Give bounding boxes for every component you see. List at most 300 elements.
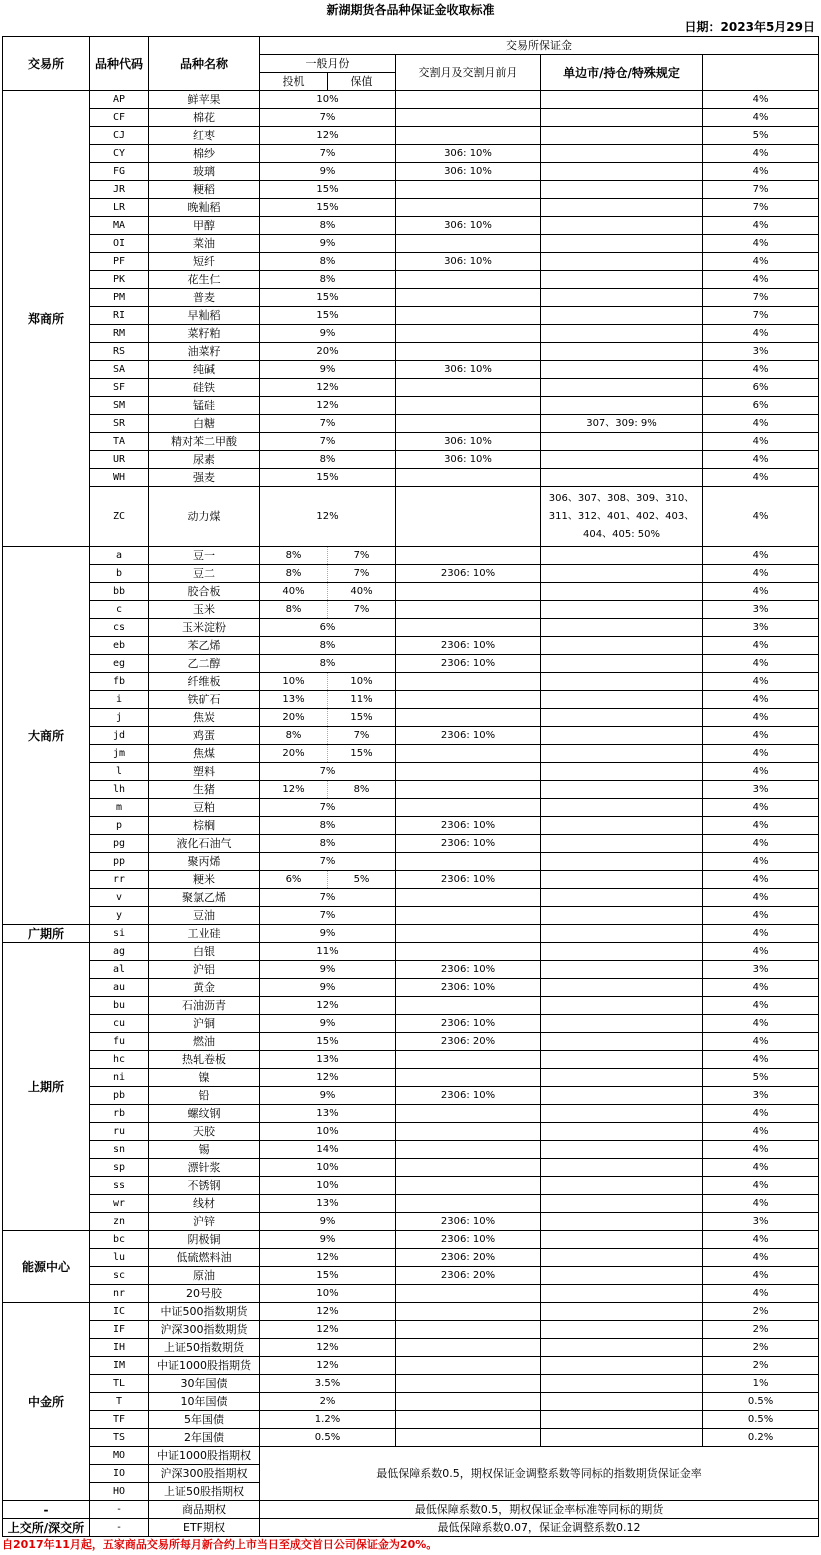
special-cell	[541, 1051, 703, 1069]
code-cell: jd	[90, 727, 149, 745]
name-cell: 粳米	[149, 871, 260, 889]
name-cell: 动力煤	[149, 487, 260, 547]
delivery-cell	[396, 619, 541, 637]
code-cell: RS	[90, 343, 149, 361]
name-cell: 焦炭	[149, 709, 260, 727]
general-margin-cell: 7%	[260, 109, 396, 127]
code-cell: bu	[90, 997, 149, 1015]
general-margin-cell: 10%	[260, 91, 396, 109]
special-cell	[541, 325, 703, 343]
name-cell: 商品期权	[149, 1501, 260, 1519]
invest-cell: 20%	[260, 745, 328, 763]
table-row	[3, 1177, 819, 1195]
table-row	[3, 997, 819, 1015]
general-margin-cell: 15%	[260, 181, 396, 199]
table-row	[3, 91, 819, 109]
delivery-cell	[396, 289, 541, 307]
delivery-cell	[396, 673, 541, 691]
table-row	[3, 253, 819, 271]
exchange-cell: 上交所/深交所	[3, 1519, 90, 1537]
general-margin-cell: 10%	[260, 1123, 396, 1141]
invest-cell: 10%	[260, 673, 328, 691]
company-add-cell: 4%	[703, 799, 819, 817]
general-margin-cell: 0.5%	[260, 1429, 396, 1447]
general-margin-cell: 7%	[260, 799, 396, 817]
code-cell: LR	[90, 199, 149, 217]
table-row	[3, 655, 819, 673]
hedge-cell: 15%	[328, 745, 396, 763]
special-cell	[541, 1321, 703, 1339]
company-add-cell: 3%	[703, 961, 819, 979]
special-cell	[541, 853, 703, 871]
name-cell: 苯乙烯	[149, 637, 260, 655]
general-margin-cell: 14%	[260, 1141, 396, 1159]
name-cell: 晚籼稻	[149, 199, 260, 217]
company-add-cell: 4%	[703, 655, 819, 673]
table-row	[3, 727, 819, 745]
company-add-cell: 6%	[703, 397, 819, 415]
delivery-cell	[396, 907, 541, 925]
delivery-cell	[396, 109, 541, 127]
table-row	[3, 343, 819, 361]
code-cell: TF	[90, 1411, 149, 1429]
company-add-cell: 0.2%	[703, 1429, 819, 1447]
company-add-cell: 5%	[703, 127, 819, 145]
general-margin-cell: 13%	[260, 1195, 396, 1213]
table-row	[3, 781, 819, 799]
table-row	[3, 709, 819, 727]
company-add-cell: 4%	[703, 547, 819, 565]
company-add-cell: 4%	[703, 925, 819, 943]
table-row	[3, 127, 819, 145]
company-add-cell: 3%	[703, 619, 819, 637]
exchange-cell: 大商所	[3, 547, 90, 925]
footer-note: 自2017年11月起，五家商品交易所每月新合约上市当日至成交首日公司保证金为20%。	[2, 1538, 438, 1551]
invest-cell: 8%	[260, 565, 328, 583]
special-cell	[541, 109, 703, 127]
hedge-cell: 15%	[328, 709, 396, 727]
special-cell	[541, 433, 703, 451]
code-cell: nr	[90, 1285, 149, 1303]
delivery-cell	[396, 199, 541, 217]
general-margin-cell: 9%	[260, 163, 396, 181]
general-margin-cell: 6%	[260, 619, 396, 637]
code-cell: RI	[90, 307, 149, 325]
company-add-cell: 4%	[703, 109, 819, 127]
delivery-cell	[396, 709, 541, 727]
special-cell	[541, 1177, 703, 1195]
general-margin-cell: 10%	[260, 1177, 396, 1195]
delivery-cell: 2306: 10%	[396, 871, 541, 889]
table-row	[3, 1285, 819, 1303]
code-cell: rr	[90, 871, 149, 889]
invest-cell: 12%	[260, 781, 328, 799]
special-cell	[541, 91, 703, 109]
name-cell: 10年国债	[149, 1393, 260, 1411]
table-row	[3, 547, 819, 565]
company-add-cell: 2%	[703, 1357, 819, 1375]
commodity-options-note: 最低保障系数0.5，期权保证金率标准等同标的期货	[260, 1501, 819, 1519]
company-add-cell: 3%	[703, 781, 819, 799]
hedge-cell: 5%	[328, 871, 396, 889]
code-cell: zn	[90, 1213, 149, 1231]
code-cell: c	[90, 601, 149, 619]
code-cell: TS	[90, 1429, 149, 1447]
name-cell: 红枣	[149, 127, 260, 145]
delivery-cell	[396, 235, 541, 253]
header-delivery-month: 交割月及交割月前月	[396, 55, 541, 91]
code-cell: ru	[90, 1123, 149, 1141]
hedge-cell: 7%	[328, 547, 396, 565]
special-cell	[541, 763, 703, 781]
code-cell: v	[90, 889, 149, 907]
delivery-cell	[396, 997, 541, 1015]
name-cell: 玉米淀粉	[149, 619, 260, 637]
company-add-cell: 4%	[703, 1285, 819, 1303]
table-row	[3, 961, 819, 979]
company-add-cell: 6%	[703, 379, 819, 397]
special-cell	[541, 199, 703, 217]
general-margin-cell: 15%	[260, 289, 396, 307]
special-cell	[541, 1069, 703, 1087]
general-margin-cell: 8%	[260, 835, 396, 853]
delivery-cell	[396, 127, 541, 145]
header-name: 品种名称	[149, 37, 260, 91]
special-cell	[541, 181, 703, 199]
company-add-cell: 2%	[703, 1303, 819, 1321]
company-add-cell: 4%	[703, 253, 819, 271]
delivery-cell	[396, 415, 541, 433]
code-cell: IO	[90, 1465, 149, 1483]
name-cell: 石油沥青	[149, 997, 260, 1015]
table-row	[3, 1105, 819, 1123]
table-row	[3, 691, 819, 709]
code-cell: IC	[90, 1303, 149, 1321]
name-cell: 白糖	[149, 415, 260, 433]
code-cell: ag	[90, 943, 149, 961]
company-add-cell: 4%	[703, 583, 819, 601]
table-row	[3, 637, 819, 655]
special-cell	[541, 835, 703, 853]
company-add-cell: 3%	[703, 601, 819, 619]
company-add-cell: 3%	[703, 343, 819, 361]
special-cell	[541, 601, 703, 619]
code-cell: IF	[90, 1321, 149, 1339]
code-cell: MA	[90, 217, 149, 235]
invest-cell: 13%	[260, 691, 328, 709]
name-cell: 鸡蛋	[149, 727, 260, 745]
code-cell: cu	[90, 1015, 149, 1033]
company-add-cell: 4%	[703, 1231, 819, 1249]
special-cell	[541, 1267, 703, 1285]
company-add-cell: 4%	[703, 637, 819, 655]
name-cell: 上证50股指期权	[149, 1483, 260, 1501]
code-cell: PF	[90, 253, 149, 271]
delivery-cell: 306: 10%	[396, 217, 541, 235]
delivery-cell	[396, 601, 541, 619]
name-cell: 豆二	[149, 565, 260, 583]
delivery-cell: 2306: 20%	[396, 1033, 541, 1051]
company-add-cell: 4%	[703, 217, 819, 235]
special-cell	[541, 127, 703, 145]
special-cell	[541, 469, 703, 487]
etf-options-note: 最低保障系数0.07，保证金调整系数0.12	[260, 1519, 819, 1537]
code-cell: lu	[90, 1249, 149, 1267]
company-add-cell: 4%	[703, 745, 819, 763]
special-cell	[541, 871, 703, 889]
delivery-cell	[396, 271, 541, 289]
hedge-cell: 8%	[328, 781, 396, 799]
table-row	[3, 979, 819, 997]
special-cell	[541, 655, 703, 673]
delivery-cell	[396, 1177, 541, 1195]
table-row	[3, 1339, 819, 1357]
table-row	[3, 673, 819, 691]
company-add-cell: 4%	[703, 1249, 819, 1267]
delivery-cell	[396, 469, 541, 487]
name-cell: 花生仁	[149, 271, 260, 289]
company-add-cell: 5%	[703, 1069, 819, 1087]
name-cell: 纯碱	[149, 361, 260, 379]
special-cell	[541, 907, 703, 925]
name-cell: 焦煤	[149, 745, 260, 763]
special-cell	[541, 1213, 703, 1231]
name-cell: 胶合板	[149, 583, 260, 601]
code-cell: y	[90, 907, 149, 925]
table-row	[3, 889, 819, 907]
table-row	[3, 145, 819, 163]
code-cell: wr	[90, 1195, 149, 1213]
name-cell: 铅	[149, 1087, 260, 1105]
exchange-cell: 郑商所	[3, 91, 90, 547]
name-cell: 中证1000股指期权	[149, 1447, 260, 1465]
code-cell: sp	[90, 1159, 149, 1177]
delivery-cell: 2306: 10%	[396, 727, 541, 745]
hedge-cell: 10%	[328, 673, 396, 691]
special-cell	[541, 709, 703, 727]
code-cell: pb	[90, 1087, 149, 1105]
table-row	[3, 583, 819, 601]
company-add-cell: 4%	[703, 1177, 819, 1195]
delivery-cell: 2306: 20%	[396, 1267, 541, 1285]
table-row	[3, 1447, 819, 1465]
company-add-cell: 4%	[703, 691, 819, 709]
company-add-cell: 2%	[703, 1321, 819, 1339]
general-margin-cell: 11%	[260, 943, 396, 961]
delivery-cell	[396, 1321, 541, 1339]
code-cell: RM	[90, 325, 149, 343]
special-cell	[541, 361, 703, 379]
delivery-cell	[396, 1303, 541, 1321]
table-row	[3, 763, 819, 781]
code-cell: ni	[90, 1069, 149, 1087]
code-cell: CJ	[90, 127, 149, 145]
table-row	[3, 799, 819, 817]
general-margin-cell: 15%	[260, 469, 396, 487]
special-cell	[541, 1123, 703, 1141]
delivery-cell	[396, 1069, 541, 1087]
special-cell	[541, 943, 703, 961]
company-add-cell: 4%	[703, 487, 819, 547]
delivery-cell	[396, 1357, 541, 1375]
invest-cell: 8%	[260, 601, 328, 619]
name-cell: 早籼稻	[149, 307, 260, 325]
name-cell: 豆粕	[149, 799, 260, 817]
name-cell: 棕榈	[149, 817, 260, 835]
name-cell: 强麦	[149, 469, 260, 487]
name-cell: 精对苯二甲酸	[149, 433, 260, 451]
company-add-cell: 0.5%	[703, 1411, 819, 1429]
table-row	[3, 1015, 819, 1033]
table-row	[3, 1303, 819, 1321]
name-cell: 20号胶	[149, 1285, 260, 1303]
delivery-cell	[396, 1105, 541, 1123]
code-cell: pg	[90, 835, 149, 853]
code-cell: eb	[90, 637, 149, 655]
code-cell: jm	[90, 745, 149, 763]
general-margin-cell: 8%	[260, 253, 396, 271]
name-cell: 尿素	[149, 451, 260, 469]
name-cell: 棉纱	[149, 145, 260, 163]
table-row	[3, 1501, 819, 1519]
special-cell	[541, 619, 703, 637]
special-cell	[541, 1357, 703, 1375]
code-cell: CF	[90, 109, 149, 127]
company-add-cell: 4%	[703, 997, 819, 1015]
code-cell: bb	[90, 583, 149, 601]
name-cell: 热轧卷板	[149, 1051, 260, 1069]
table-row	[3, 1249, 819, 1267]
general-margin-cell: 12%	[260, 397, 396, 415]
special-cell	[541, 745, 703, 763]
delivery-cell: 306: 10%	[396, 451, 541, 469]
delivery-cell	[396, 1159, 541, 1177]
table-row	[3, 1393, 819, 1411]
special-cell	[541, 1033, 703, 1051]
company-add-cell: 3%	[703, 1087, 819, 1105]
company-add-cell: 4%	[703, 1051, 819, 1069]
company-add-cell: 4%	[703, 1141, 819, 1159]
general-margin-cell: 7%	[260, 889, 396, 907]
special-cell	[541, 817, 703, 835]
code-cell: MO	[90, 1447, 149, 1465]
special-cell	[541, 1303, 703, 1321]
code-cell: lh	[90, 781, 149, 799]
general-margin-cell: 7%	[260, 145, 396, 163]
delivery-cell: 306: 10%	[396, 433, 541, 451]
table-row	[3, 235, 819, 253]
company-add-cell: 1%	[703, 1375, 819, 1393]
margin-table	[2, 36, 819, 1537]
name-cell: 低硫燃料油	[149, 1249, 260, 1267]
hedge-cell: 7%	[328, 565, 396, 583]
code-cell: IH	[90, 1339, 149, 1357]
delivery-cell: 2306: 10%	[396, 1015, 541, 1033]
hedge-cell: 7%	[328, 727, 396, 745]
header-invest: 投机	[260, 73, 328, 91]
delivery-cell: 2306: 10%	[396, 835, 541, 853]
delivery-cell: 306: 10%	[396, 145, 541, 163]
general-margin-cell: 7%	[260, 853, 396, 871]
table-row	[3, 1069, 819, 1087]
delivery-cell	[396, 547, 541, 565]
table-row	[3, 379, 819, 397]
name-cell: ETF期权	[149, 1519, 260, 1537]
company-add-cell: 4%	[703, 91, 819, 109]
delivery-cell	[396, 343, 541, 361]
special-cell	[541, 997, 703, 1015]
table-body	[3, 91, 819, 1537]
special-cell	[541, 1249, 703, 1267]
special-cell	[541, 979, 703, 997]
company-add-cell: 4%	[703, 271, 819, 289]
company-add-cell: 4%	[703, 163, 819, 181]
general-margin-cell: 8%	[260, 451, 396, 469]
company-add-cell: 7%	[703, 199, 819, 217]
name-cell: 黄金	[149, 979, 260, 997]
special-cell	[541, 1411, 703, 1429]
table-row	[3, 1231, 819, 1249]
code-cell: b	[90, 565, 149, 583]
code-cell: FG	[90, 163, 149, 181]
special-cell	[541, 1105, 703, 1123]
table-row	[3, 181, 819, 199]
hedge-cell: 7%	[328, 601, 396, 619]
company-add-cell: 7%	[703, 289, 819, 307]
general-margin-cell: 7%	[260, 763, 396, 781]
table-row	[3, 1411, 819, 1429]
code-cell: TL	[90, 1375, 149, 1393]
special-cell	[541, 673, 703, 691]
company-add-cell: 4%	[703, 469, 819, 487]
general-margin-cell: 13%	[260, 1105, 396, 1123]
name-cell: 沪锌	[149, 1213, 260, 1231]
table-row	[3, 325, 819, 343]
special-cell	[541, 925, 703, 943]
special-cell	[541, 289, 703, 307]
special-cell	[541, 145, 703, 163]
invest-cell: 8%	[260, 547, 328, 565]
company-add-cell: 4%	[703, 835, 819, 853]
name-cell: 中证1000股指期货	[149, 1357, 260, 1375]
code-cell: eg	[90, 655, 149, 673]
code-cell: IM	[90, 1357, 149, 1375]
table-row	[3, 397, 819, 415]
name-cell: 锡	[149, 1141, 260, 1159]
page-title: 新湖期货各品种保证金收取标准	[326, 3, 495, 17]
special-cell	[541, 307, 703, 325]
name-cell: 液化石油气	[149, 835, 260, 853]
name-cell: 硅铁	[149, 379, 260, 397]
general-margin-cell: 7%	[260, 907, 396, 925]
table-row	[3, 1429, 819, 1447]
table-row	[3, 163, 819, 181]
code-cell: pp	[90, 853, 149, 871]
delivery-cell: 2306: 10%	[396, 565, 541, 583]
hedge-cell: 11%	[328, 691, 396, 709]
table-row	[3, 1213, 819, 1231]
delivery-cell	[396, 307, 541, 325]
special-cell	[541, 1429, 703, 1447]
name-cell: 工业硅	[149, 925, 260, 943]
name-cell: 聚丙烯	[149, 853, 260, 871]
general-margin-cell: 9%	[260, 325, 396, 343]
delivery-cell: 2306: 10%	[396, 1087, 541, 1105]
table-row	[3, 109, 819, 127]
code-cell: -	[90, 1519, 149, 1537]
special-cell: 306、307、308、309、310、311、312、401、402、403、404、405: 50%	[541, 487, 703, 547]
general-margin-cell: 7%	[260, 433, 396, 451]
